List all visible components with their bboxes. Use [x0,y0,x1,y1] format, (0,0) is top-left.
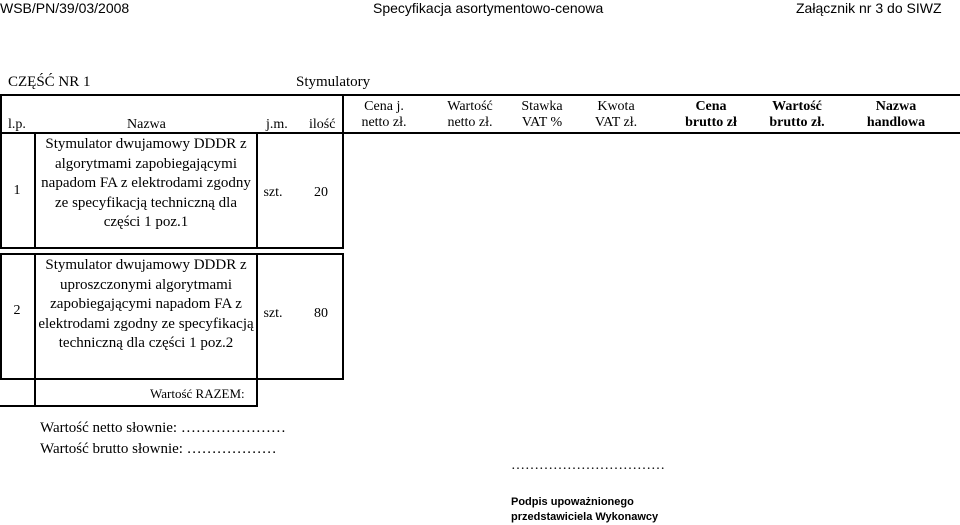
col-divider-qty-2 [342,253,344,378]
header-name: Nazwa [127,117,166,132]
section-title: Stymulatory [296,74,371,90]
total-row-bottom-border [0,405,258,407]
row-lp: 1 [13,183,21,198]
row-2-bottom-border [0,378,344,380]
row-description: Stymulator dwujamowy DDDR z uproszczonymi algorytmami zapobiegającymi napadom FA z elektrodami zgodny ze specyfikacją techniczną dla części 1 poz.2 [38,257,254,351]
row-qty: 80 [314,306,328,321]
header-qty: ilość [309,117,336,132]
header-gross-value: Wartość brutto zł. [769,99,825,130]
header-gross-price: Cena brutto zł [685,99,737,130]
row-unit: szt. [263,185,283,200]
row-unit: szt. [263,306,283,321]
total-label: Wartość RAZEM: [150,386,245,401]
header-vat-amount: Kwota VAT zł. [594,99,638,130]
net-value-in-words: Wartość netto słownie: ………………… [40,420,286,436]
header-unit: j.m. [266,117,288,132]
signature-line: …………………………… [511,458,665,473]
document-reference: WSB/PN/39/03/2008 [0,0,130,16]
signature-label-line2: przedstawiciela Wykonawcy [511,511,659,523]
top-border [0,94,960,96]
header-trade-name: Nazwa handlowa [866,99,926,130]
col-divider-qty [342,94,344,247]
part-heading: CZĘŚĆ NR 1 [8,74,91,90]
gross-value-in-words: Wartość brutto słownie: ……………… [40,441,277,457]
header-unit-price-net: Cena j. netto zł. [361,99,407,130]
signature-label-line1: Podpis upoważnionego [511,496,634,508]
row-qty: 20 [314,185,328,200]
row-2-top-border [0,253,344,255]
header-lp: l.p. [8,117,26,132]
document-title: Specyfikacja asortymentowo-cenowa [373,0,604,16]
header-net-value: Wartość netto zł. [447,99,493,130]
attachment-label: Załącznik nr 3 do SIWZ [796,0,942,16]
table-left-border [0,94,2,247]
row-lp: 2 [13,303,21,318]
col-divider-name-2 [256,253,258,405]
row-description: Stymulator dwujamowy DDDR z algorytmami zapobiegającymi napadom FA z elektrodami zgodny ze specyfikacją techniczną dla części 1 poz.1 [41,136,251,230]
header-vat-rate: Stawka VAT % [521,99,563,130]
row-1-bottom-border [0,247,344,249]
